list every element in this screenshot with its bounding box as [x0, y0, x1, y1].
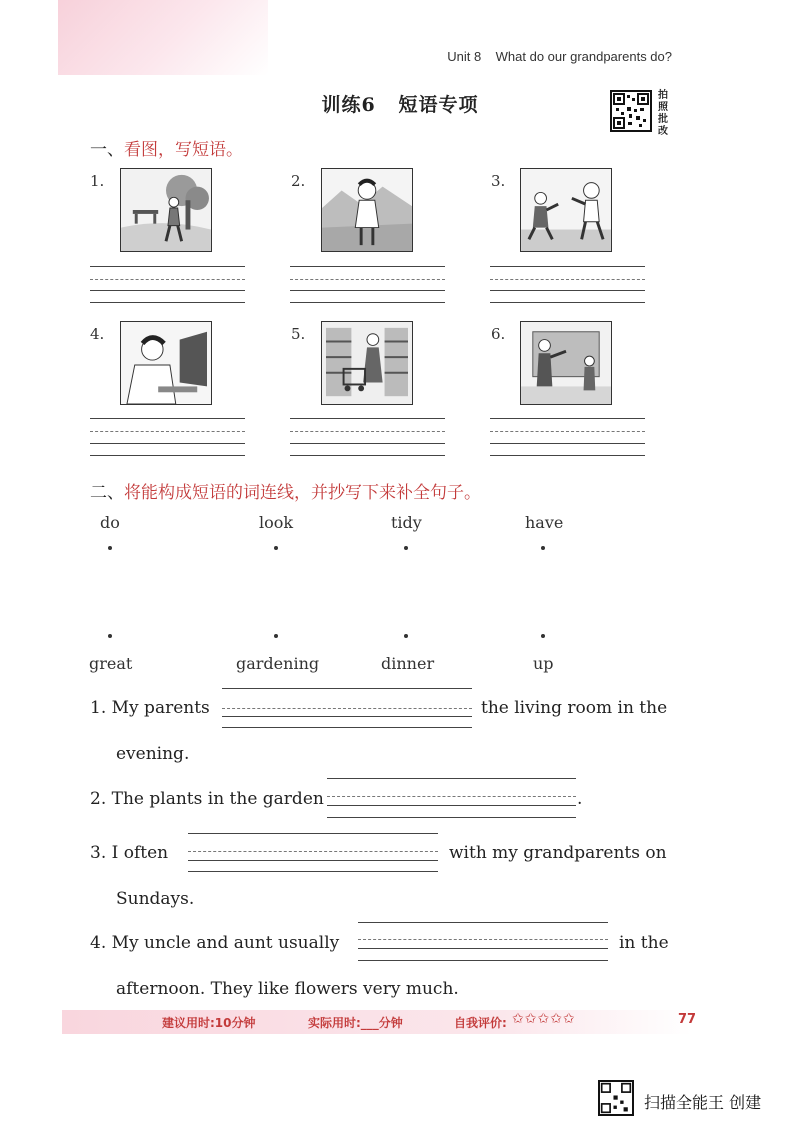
- match-word-bottom: great: [89, 654, 133, 673]
- section-1-text: 看图，写短语。: [124, 140, 243, 160]
- answer-line[interactable]: [188, 860, 438, 861]
- sentence-4-end: in the: [619, 933, 669, 953]
- sentence-4-continuation: afternoon. They like flowers very much.: [116, 979, 459, 999]
- unit-header: [447, 49, 672, 64]
- answer-line[interactable]: [90, 290, 245, 291]
- section-2-text: 将能构成短语的词连线，并抄写下来补全句子。: [124, 483, 481, 503]
- sentence-text: The plants in the garden: [111, 789, 324, 809]
- match-word-top: tidy: [391, 513, 422, 532]
- answer-line[interactable]: [290, 290, 445, 291]
- answer-line[interactable]: [490, 302, 645, 303]
- teacher-and-student-picture: [520, 321, 612, 405]
- sentence-3-continuation: Sundays.: [116, 889, 195, 909]
- answer-line[interactable]: [90, 266, 245, 267]
- watermark-qr-icon: [598, 1080, 634, 1116]
- answer-line[interactable]: [290, 455, 445, 456]
- answer-line[interactable]: [327, 796, 576, 797]
- answer-line[interactable]: [188, 871, 438, 872]
- answer-line[interactable]: [290, 443, 445, 444]
- section-2-heading: [90, 478, 481, 503]
- qr-code-icon[interactable]: [610, 90, 652, 132]
- picture-label: 5.: [291, 325, 306, 343]
- answer-line[interactable]: [222, 688, 472, 689]
- page-title: 训练6 短语专项: [321, 94, 479, 116]
- match-dot[interactable]: [274, 634, 278, 638]
- match-word-bottom: dinner: [381, 654, 435, 673]
- suggested-time: 建议用时:10分钟: [162, 1016, 256, 1030]
- answer-line[interactable]: [490, 290, 645, 291]
- sentence-number: 4.: [90, 933, 107, 953]
- answer-line[interactable]: [290, 418, 445, 419]
- answer-line[interactable]: [290, 431, 445, 432]
- scanner-brand-text: 扫描全能王 创建: [644, 1093, 762, 1112]
- sentence-1-continuation: evening.: [116, 744, 190, 764]
- section-1-heading: [90, 135, 243, 160]
- corner-decoration: [58, 0, 268, 75]
- sentence-text: My parents: [111, 698, 210, 718]
- sentence-number: 2.: [90, 789, 107, 809]
- answer-line[interactable]: [90, 279, 245, 280]
- sentence-1-start: [90, 698, 210, 718]
- sentence-3-start: [90, 843, 168, 863]
- sentence-text: I often: [111, 843, 169, 863]
- answer-line[interactable]: [290, 266, 445, 267]
- section-2-number: 二、: [90, 483, 124, 503]
- page-number: 77: [678, 1012, 697, 1027]
- match-dot[interactable]: [108, 546, 112, 550]
- answer-line[interactable]: [358, 960, 608, 961]
- answer-line[interactable]: [90, 302, 245, 303]
- match-dot[interactable]: [108, 634, 112, 638]
- picture-label: 4.: [90, 325, 105, 343]
- self-evaluation-label: 自我评价:: [454, 1016, 507, 1030]
- scan-char: 照: [658, 102, 668, 113]
- park-walk-picture: [120, 168, 212, 252]
- answer-line[interactable]: [188, 833, 438, 834]
- answer-line[interactable]: [358, 922, 608, 923]
- scan-char: 拍: [658, 90, 668, 101]
- answer-line[interactable]: [327, 817, 576, 818]
- computer-user-picture: [120, 321, 212, 405]
- answer-line[interactable]: [490, 431, 645, 432]
- sentence-number: 3.: [90, 843, 107, 863]
- answer-line[interactable]: [327, 778, 576, 779]
- answer-line[interactable]: [327, 805, 576, 806]
- picture-label: 2.: [291, 172, 306, 190]
- sentence-2-start: [90, 789, 324, 809]
- answer-line[interactable]: [490, 443, 645, 444]
- scan-label: [658, 90, 672, 138]
- sentence-2-end: .: [577, 789, 583, 809]
- section-1-number: 一、: [90, 140, 124, 160]
- answer-line[interactable]: [290, 279, 445, 280]
- answer-line[interactable]: [90, 455, 245, 456]
- match-word-bottom: up: [533, 654, 554, 673]
- actual-time: 实际用时:___分钟: [308, 1016, 403, 1030]
- match-dot[interactable]: [541, 546, 545, 550]
- scan-char: 改: [658, 126, 668, 137]
- match-word-bottom: gardening: [236, 654, 320, 673]
- answer-line[interactable]: [90, 418, 245, 419]
- answer-line[interactable]: [358, 948, 608, 949]
- answer-line[interactable]: [222, 727, 472, 728]
- picture-label: 3.: [491, 172, 506, 190]
- answer-line[interactable]: [90, 431, 245, 432]
- unit-label: Unit 8: [447, 49, 482, 64]
- picture-label: 6.: [491, 325, 506, 343]
- unit-subtitle: What do our grandparents do?: [495, 49, 672, 64]
- match-dot[interactable]: [404, 634, 408, 638]
- supermarket-shopping-picture: [321, 321, 413, 405]
- match-dot[interactable]: [404, 546, 408, 550]
- answer-line[interactable]: [222, 708, 472, 709]
- sentence-4-start: [90, 933, 339, 953]
- match-dot[interactable]: [541, 634, 545, 638]
- match-word-top: have: [525, 513, 564, 532]
- answer-line[interactable]: [490, 266, 645, 267]
- tai-chi-picture: [520, 168, 612, 252]
- sentence-3-end: with my grandparents on: [449, 843, 667, 863]
- answer-line[interactable]: [490, 455, 645, 456]
- rating-stars-icon[interactable]: ✩✩✩✩✩: [512, 1011, 576, 1027]
- scan-char: 批: [658, 114, 668, 125]
- sentence-number: 1.: [90, 698, 107, 718]
- answer-line[interactable]: [490, 418, 645, 419]
- picture-label: 1.: [90, 172, 105, 190]
- answer-line[interactable]: [490, 279, 645, 280]
- match-dot[interactable]: [274, 546, 278, 550]
- answer-line[interactable]: [222, 716, 472, 717]
- girl-in-field-picture: [321, 168, 413, 252]
- sentence-text: My uncle and aunt usually: [111, 933, 340, 953]
- sentence-1-end: the living room in the: [481, 698, 668, 718]
- answer-line[interactable]: [90, 443, 245, 444]
- match-word-top: do: [100, 513, 120, 532]
- answer-line[interactable]: [188, 851, 438, 852]
- answer-line[interactable]: [358, 939, 608, 940]
- match-word-top: look: [259, 513, 294, 532]
- answer-line[interactable]: [290, 302, 445, 303]
